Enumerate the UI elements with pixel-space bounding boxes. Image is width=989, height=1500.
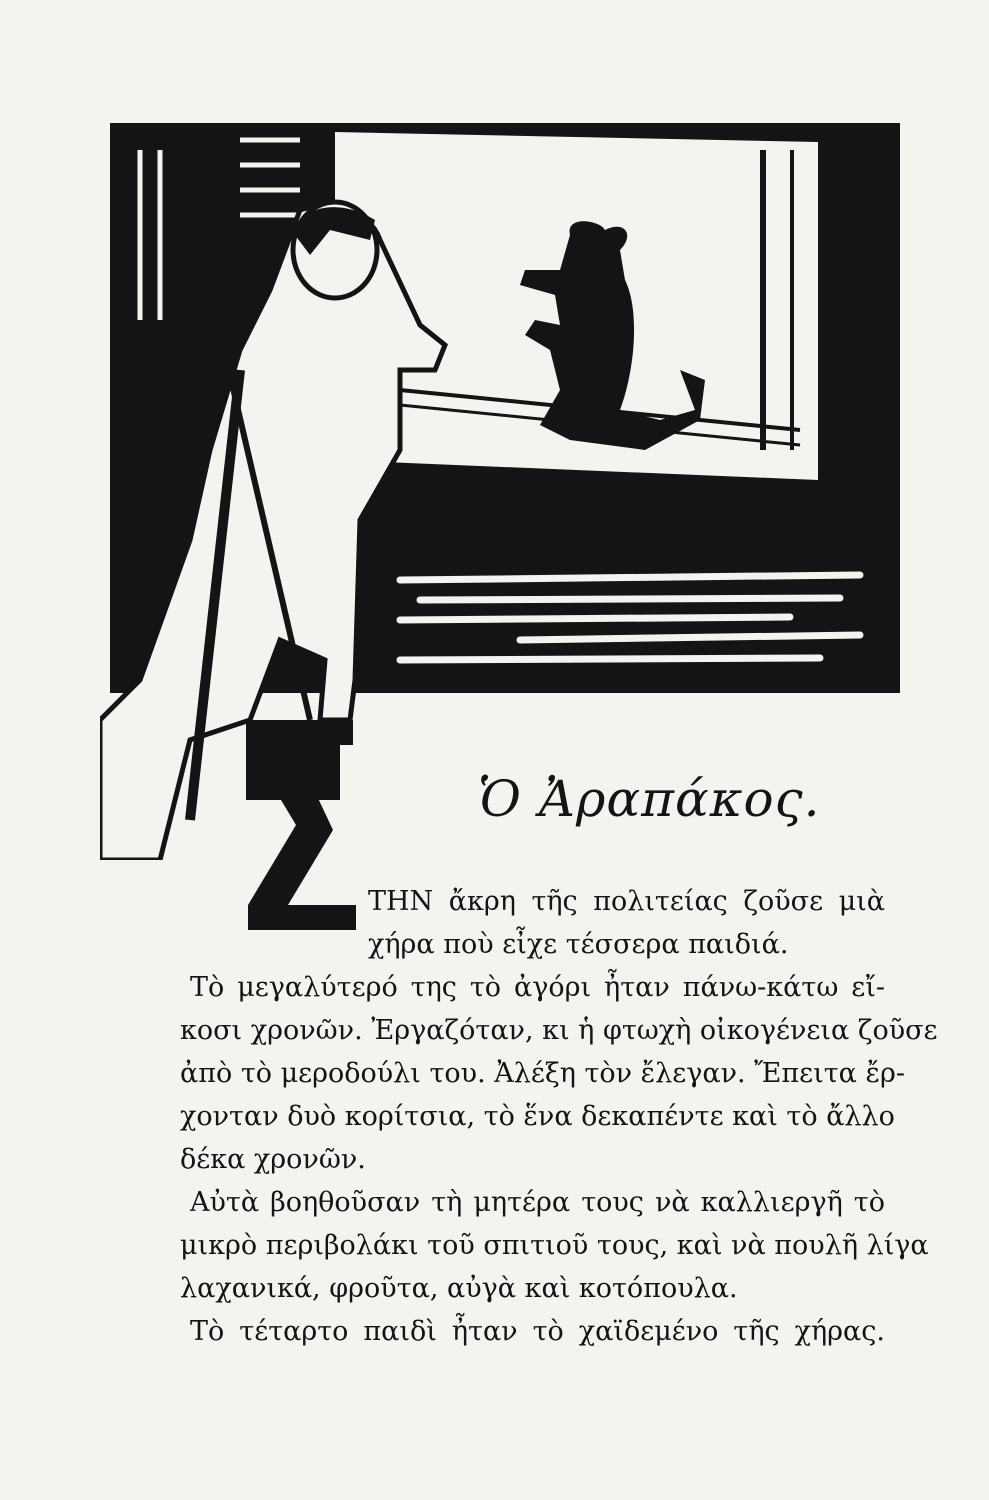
paragraph-3 — [180, 1181, 929, 1310]
text-line: κοσι χρονῶν. Ἐργαζόταν, κι ἡ φτωχὴ οἰκογένεια ζοῦσε — [180, 1015, 938, 1046]
text-line: Τὸ μεγαλύτερό της τὸ ἀγόρι ἦταν πάνω-κάτω εἴ- — [190, 972, 885, 1003]
text-line: μικρὸ περιβολάκι τοῦ σπιτιοῦ τους, καὶ νὰ πουλῆ λίγα — [180, 1230, 929, 1261]
text-line: Τὸ τέταρτο παιδὶ ἦταν τὸ χαϊδεμένο τῆς χήρας. — [190, 1316, 885, 1347]
text-line: δέκα χρονῶν. — [180, 1144, 366, 1175]
paragraph-2 — [180, 966, 938, 1181]
paragraph-4 — [180, 1310, 885, 1353]
text-line: χονταν δυὸ κορίτσια, τὸ ἕνα δεκαπέντε καὶ τὸ ἄλλο — [180, 1101, 895, 1132]
paragraph-1 — [180, 880, 885, 966]
text-line: λαχανικά, φροῦτα, αὐγὰ καὶ κοτόπουλα. — [180, 1273, 738, 1304]
text-line: ΤΗΝ ἄκρη τῆς πολιτείας ζοῦσε μιὰ — [368, 886, 885, 917]
story-title: Ὁ Ἀραπάκος. — [478, 770, 821, 828]
text-line: χήρα ποὺ εἶχε τέσσερα παιδιά. — [368, 929, 789, 960]
story-text — [180, 880, 938, 1353]
text-line: ἀπὸ τὸ μεροδούλι του. Ἀλέξη τὸν ἔλεγαν. Ἔπειτα ἔρ- — [180, 1058, 905, 1089]
text-line: Αὐτὰ βοηθοῦσαν τὴ μητέρα τους νὰ καλλιεργῆ τὸ — [190, 1187, 885, 1218]
woodcut-illustration — [100, 120, 900, 860]
